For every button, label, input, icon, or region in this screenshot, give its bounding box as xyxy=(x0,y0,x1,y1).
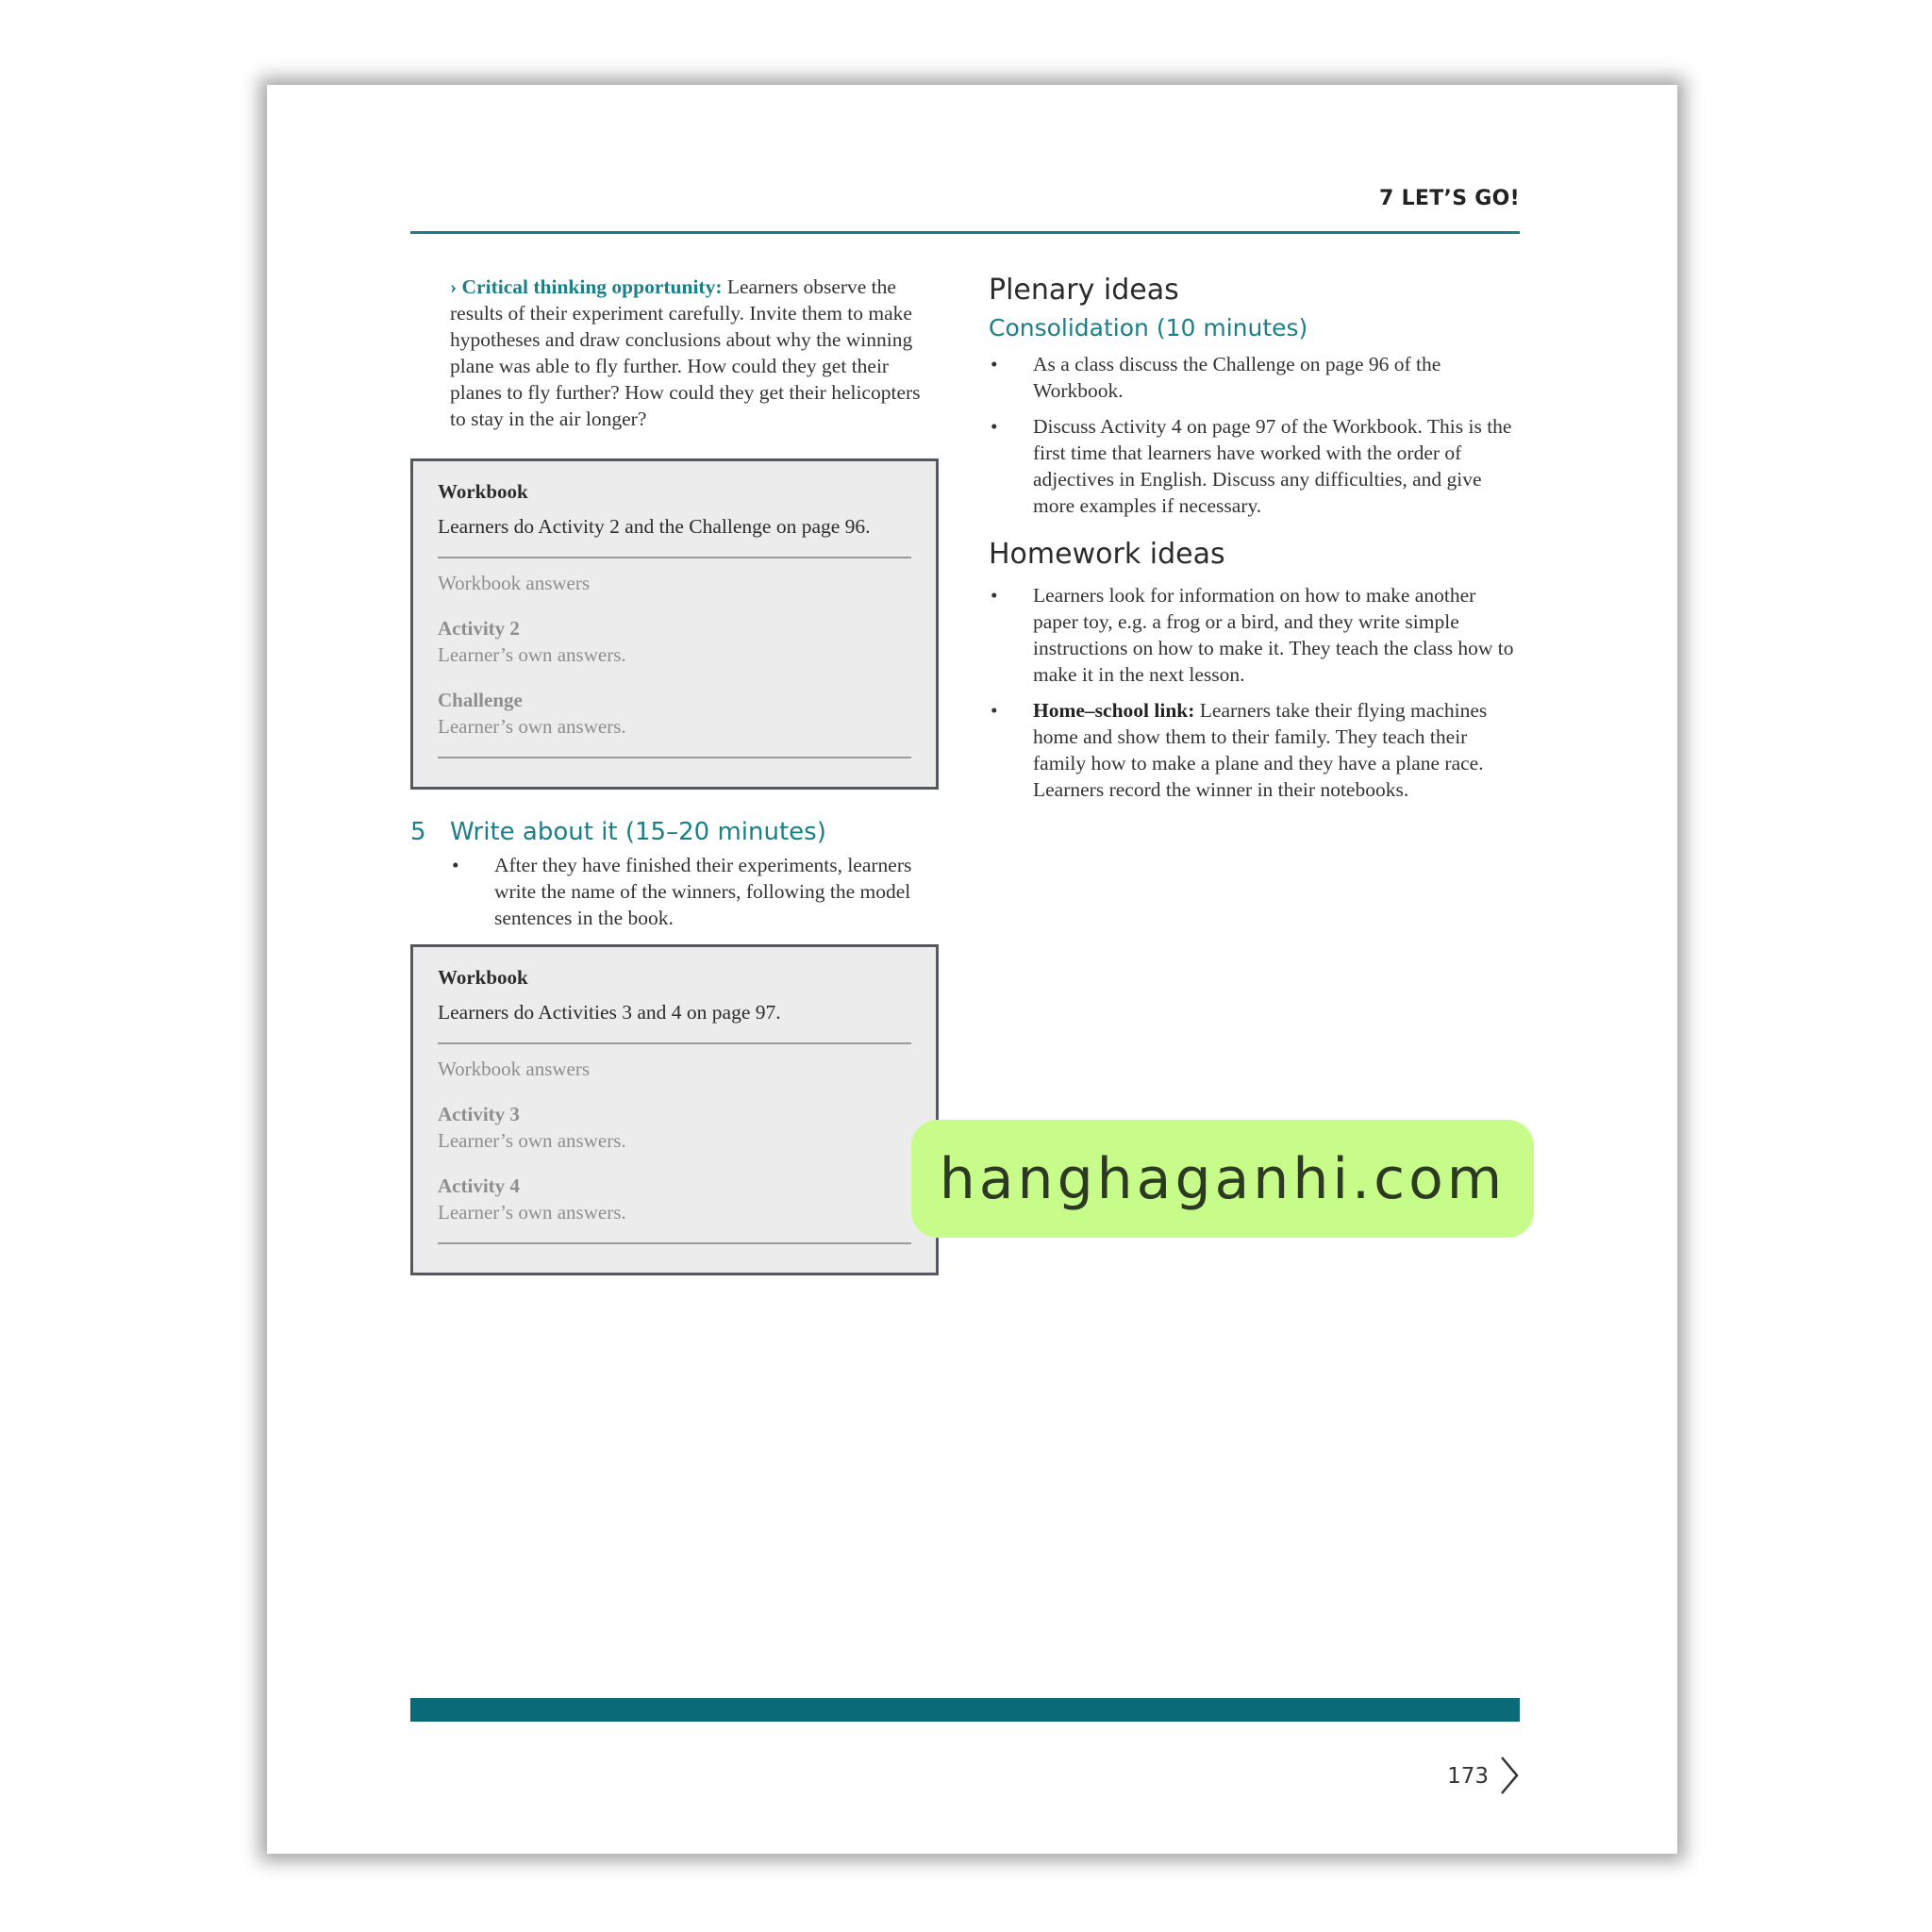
answer-text: Learner’s own answers. xyxy=(438,1201,626,1224)
critical-thinking-text: Learners observe the results of their experiment carefully. Invite them to make hypotheses and draw conclusions about why the winning plane was able to fly further. How could they get their planes to fly further? How could they get their helicopters to stay in the air longer? xyxy=(450,275,921,430)
footer-bar xyxy=(410,1698,1520,1722)
workbook-answers-title: Workbook answers xyxy=(438,1058,591,1080)
section-number: 5 xyxy=(410,818,426,846)
answer-heading: Activity 2 xyxy=(438,617,520,640)
critical-thinking-paragraph xyxy=(450,274,939,432)
watermark-text: hanghaganhi.com xyxy=(939,1145,1507,1212)
answer-item xyxy=(438,687,911,740)
home-school-link-lead: Home–school link: xyxy=(1033,699,1195,722)
answer-item xyxy=(438,1173,911,1225)
divider xyxy=(438,1242,911,1244)
home-school-link-text: Learners take their flying machines home and show them to their family. They teach their family how to make a plane and they have a plane race. Learners record the winner in their notebooks. xyxy=(1033,699,1488,801)
list-item: • Learners look for information on how to make another paper toy, e.g. a frog or a bird, and they write simple instructions on how to make it. They teach the class how to make it in the next lesson. xyxy=(989,582,1517,688)
right-column xyxy=(989,274,1517,812)
divider xyxy=(438,557,911,558)
list-item: • After they have finished their experiments, learners write the name of the winners, following the model sentences in the book. xyxy=(450,852,939,931)
divider xyxy=(438,757,911,758)
chapter-header: 7 LET’S GO! xyxy=(1379,187,1520,210)
consolidation-list xyxy=(989,351,1517,519)
page-number: 173 xyxy=(1447,1764,1489,1789)
answer-item xyxy=(438,1101,911,1154)
workbook-box-1 xyxy=(410,458,939,790)
workbook-instruction: Learners do Activity 2 and the Challenge on page 96. xyxy=(438,515,871,538)
watermark-badge xyxy=(911,1120,1534,1238)
divider xyxy=(438,1042,911,1044)
workbook-title: Workbook xyxy=(438,966,528,989)
answer-text: Learner’s own answers. xyxy=(438,1129,626,1152)
section-5-heading xyxy=(410,818,939,846)
answer-text: Learner’s own answers. xyxy=(438,715,626,738)
consolidation-heading: Consolidation (10 minutes) xyxy=(989,314,1308,341)
answer-heading: Activity 4 xyxy=(438,1174,520,1197)
answer-heading: Activity 3 xyxy=(438,1103,520,1125)
workbook-answers-title: Workbook answers xyxy=(438,572,591,594)
workbook-instruction: Learners do Activities 3 and 4 on page 97. xyxy=(438,1001,781,1024)
chevron-right-icon[interactable] xyxy=(1499,1755,1520,1796)
list-item: • Discuss Activity 4 on page 97 of the Workbook. This is the first time that learners have worked with the order of adjectives in English. Discuss any difficulties, and give more examples if necessary. xyxy=(989,413,1517,519)
section-title: Write about it (15–20 minutes) xyxy=(450,818,826,846)
list-item: • As a class discuss the Challenge on page 96 of the Workbook. xyxy=(989,351,1517,404)
answer-heading: Challenge xyxy=(438,689,523,711)
homework-list xyxy=(989,582,1517,803)
document-page xyxy=(267,85,1677,1854)
homework-ideas-heading: Homework ideas xyxy=(989,538,1225,571)
left-column xyxy=(410,274,939,1275)
workbook-box-2 xyxy=(410,944,939,1275)
section-5-list xyxy=(450,852,939,931)
answer-text: Learner’s own answers. xyxy=(438,643,626,666)
answer-item xyxy=(438,615,911,668)
workbook-title: Workbook xyxy=(438,480,528,503)
header-rule xyxy=(410,231,1520,234)
critical-thinking-lead: › Critical thinking opportunity: xyxy=(450,275,723,298)
list-item xyxy=(989,697,1517,803)
plenary-ideas-heading: Plenary ideas xyxy=(989,274,1179,307)
